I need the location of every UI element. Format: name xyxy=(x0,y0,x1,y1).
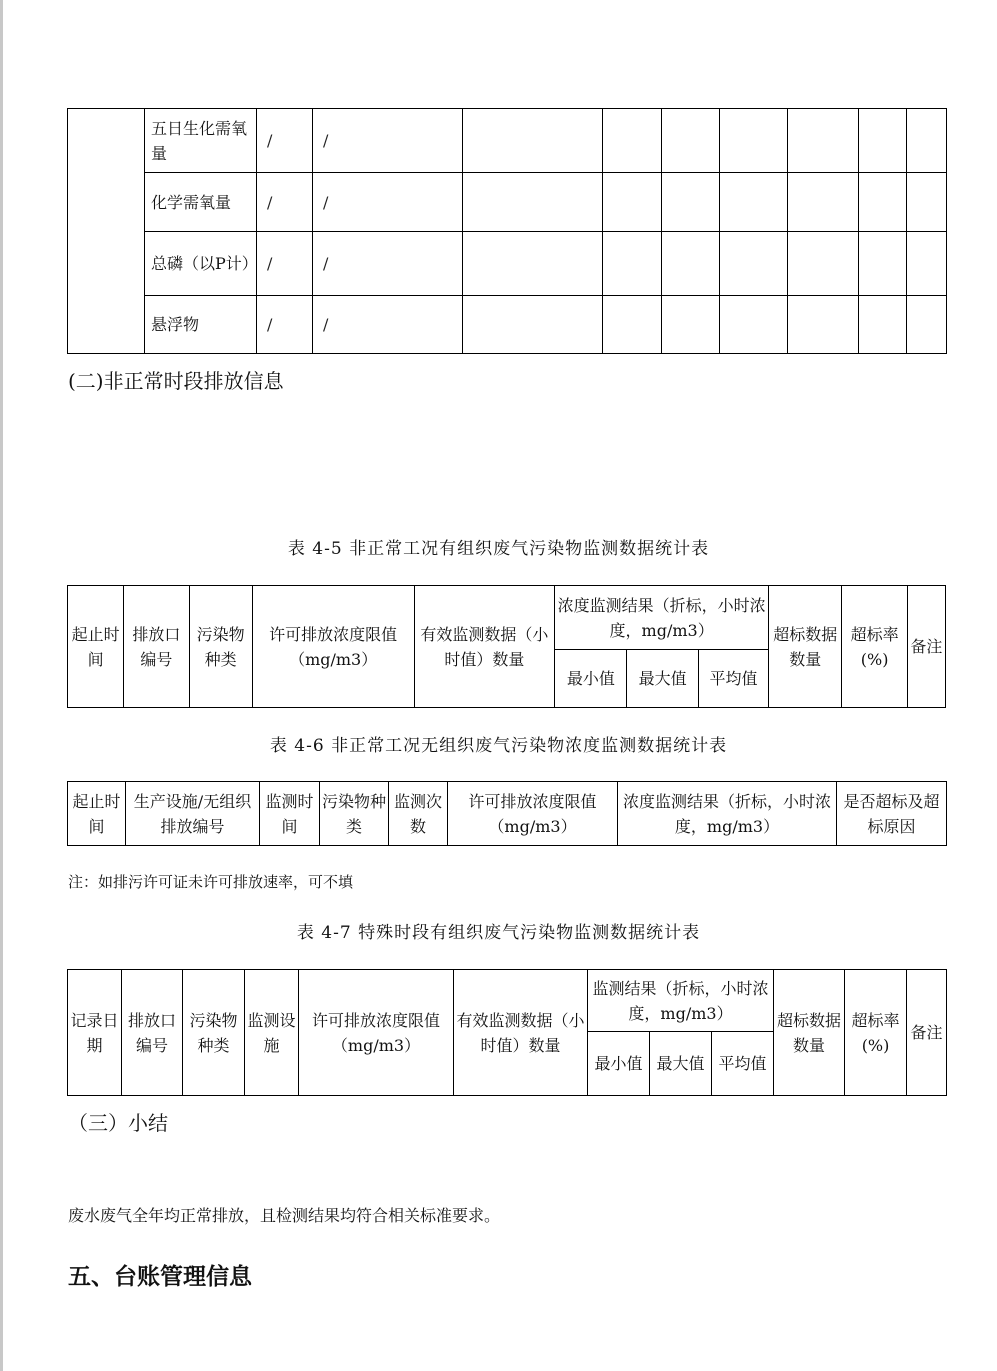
permit-cell: / xyxy=(257,109,313,173)
header-exceed-rate: 超标率(%) xyxy=(845,970,907,1096)
header-conc-result: 浓度监测结果（折标，小时浓度，mg/m3） xyxy=(555,586,769,650)
header-facility: 生产设施/无组织排放编号 xyxy=(126,782,260,846)
header-conc-result: 浓度监测结果（折标，小时浓度，mg/m3） xyxy=(618,782,837,846)
note-text: 注：如排污许可证未许可排放速率，可不填 xyxy=(68,873,354,891)
header-pollutant: 污染物种类 xyxy=(189,586,252,708)
empty-cell xyxy=(603,173,662,232)
section3-heading: （三）小结 xyxy=(68,1111,168,1135)
header-monitor-time: 监测时间 xyxy=(260,782,320,846)
empty-cell xyxy=(859,296,907,354)
header-min: 最小值 xyxy=(555,650,627,708)
empty-cell xyxy=(662,173,720,232)
empty-cell xyxy=(463,173,603,232)
table46 xyxy=(67,781,947,846)
pollutant-cell: 悬浮物 xyxy=(145,296,257,354)
table-row xyxy=(68,232,947,296)
empty-cell xyxy=(907,232,947,296)
pollutant-cell: 五日生化需氧量 xyxy=(145,109,257,173)
header-avg: 平均值 xyxy=(712,1032,774,1096)
permit-cell: / xyxy=(257,173,313,232)
standard-cell: / xyxy=(313,232,463,296)
empty-cell xyxy=(859,232,907,296)
empty-cell xyxy=(788,232,859,296)
empty-cell xyxy=(788,296,859,354)
header-monitor-count: 监测次数 xyxy=(389,782,448,846)
table-row xyxy=(68,173,947,232)
header-exceed-rate: 超标率(%) xyxy=(842,586,907,708)
header-record-date: 记录日期 xyxy=(68,970,122,1096)
empty-cell xyxy=(603,232,662,296)
header-exceed-count: 超标数据数量 xyxy=(774,970,845,1096)
header-pollutant: 污染物种类 xyxy=(320,782,389,846)
table-row xyxy=(68,296,947,354)
table-row xyxy=(68,109,947,173)
header-valid-count: 有效监测数据（小时值）数量 xyxy=(414,586,555,708)
header-result: 监测结果（折标，小时浓度，mg/m3） xyxy=(588,970,774,1032)
empty-cell xyxy=(720,296,788,354)
section5-heading: 五、台账管理信息 xyxy=(68,1264,252,1290)
empty-cell xyxy=(662,296,720,354)
header-outlet-no: 排放口编号 xyxy=(124,586,189,708)
header-note: 备注 xyxy=(907,970,947,1096)
pollutant-cell: 化学需氧量 xyxy=(145,173,257,232)
header-limit: 许可排放浓度限值（mg/m3） xyxy=(299,970,454,1096)
table47 xyxy=(67,969,947,1096)
empty-cell xyxy=(720,232,788,296)
table45-caption: 表 4-5 非正常工况有组织废气污染物监测数据统计表 xyxy=(287,539,710,559)
header-note: 备注 xyxy=(907,586,945,708)
header-start-time: 起止时间 xyxy=(68,586,124,708)
standard-cell: / xyxy=(313,109,463,173)
header-avg: 平均值 xyxy=(698,650,768,708)
header-exceed-reason: 是否超标及超标原因 xyxy=(837,782,947,846)
empty-cell xyxy=(907,109,947,173)
empty-cell xyxy=(859,173,907,232)
wastewater-monitoring-table-continued xyxy=(67,108,947,354)
table47-caption: 表 4-7 特殊时段有组织废气污染物监测数据统计表 xyxy=(296,923,701,943)
header-limit: 许可排放浓度限值（mg/m3） xyxy=(448,782,618,846)
empty-cell xyxy=(720,109,788,173)
header-min: 最小值 xyxy=(588,1032,650,1096)
permit-cell: / xyxy=(257,232,313,296)
standard-cell: / xyxy=(313,296,463,354)
empty-cell xyxy=(788,109,859,173)
empty-cell xyxy=(603,296,662,354)
empty-cell xyxy=(907,173,947,232)
header-facility: 监测设施 xyxy=(245,970,299,1096)
table-header-row xyxy=(68,586,946,650)
empty-cell xyxy=(907,296,947,354)
pollutant-cell: 总磷（以P计） xyxy=(145,232,257,296)
table45 xyxy=(67,585,946,708)
empty-cell xyxy=(859,109,907,173)
header-limit: 许可排放浓度限值（mg/m3） xyxy=(252,586,414,708)
left-page-edge xyxy=(0,0,3,1371)
table-header-row xyxy=(68,782,947,846)
header-valid-count: 有效监测数据（小时值）数量 xyxy=(454,970,588,1096)
empty-cell xyxy=(463,296,603,354)
table-header-row xyxy=(68,970,947,1032)
merged-category-cell xyxy=(68,109,145,354)
permit-cell: / xyxy=(257,296,313,354)
section2-heading: (二)非正常时段排放信息 xyxy=(68,369,284,393)
standard-cell: / xyxy=(313,173,463,232)
header-max: 最大值 xyxy=(627,650,698,708)
empty-cell xyxy=(788,173,859,232)
empty-cell xyxy=(463,232,603,296)
empty-cell xyxy=(720,173,788,232)
empty-cell xyxy=(463,109,603,173)
header-max: 最大值 xyxy=(650,1032,712,1096)
header-pollutant: 污染物种类 xyxy=(183,970,245,1096)
header-outlet-no: 排放口编号 xyxy=(122,970,183,1096)
summary-text: 废水废气全年均正常排放，且检测结果均符合相关标准要求。 xyxy=(68,1206,501,1225)
empty-cell xyxy=(603,109,662,173)
header-start-time: 起止时间 xyxy=(68,782,126,846)
empty-cell xyxy=(662,109,720,173)
header-exceed-count: 超标数据数量 xyxy=(769,586,842,708)
empty-cell xyxy=(662,232,720,296)
table46-caption: 表 4-6 非正常工况无组织废气污染物浓度监测数据统计表 xyxy=(269,736,728,756)
